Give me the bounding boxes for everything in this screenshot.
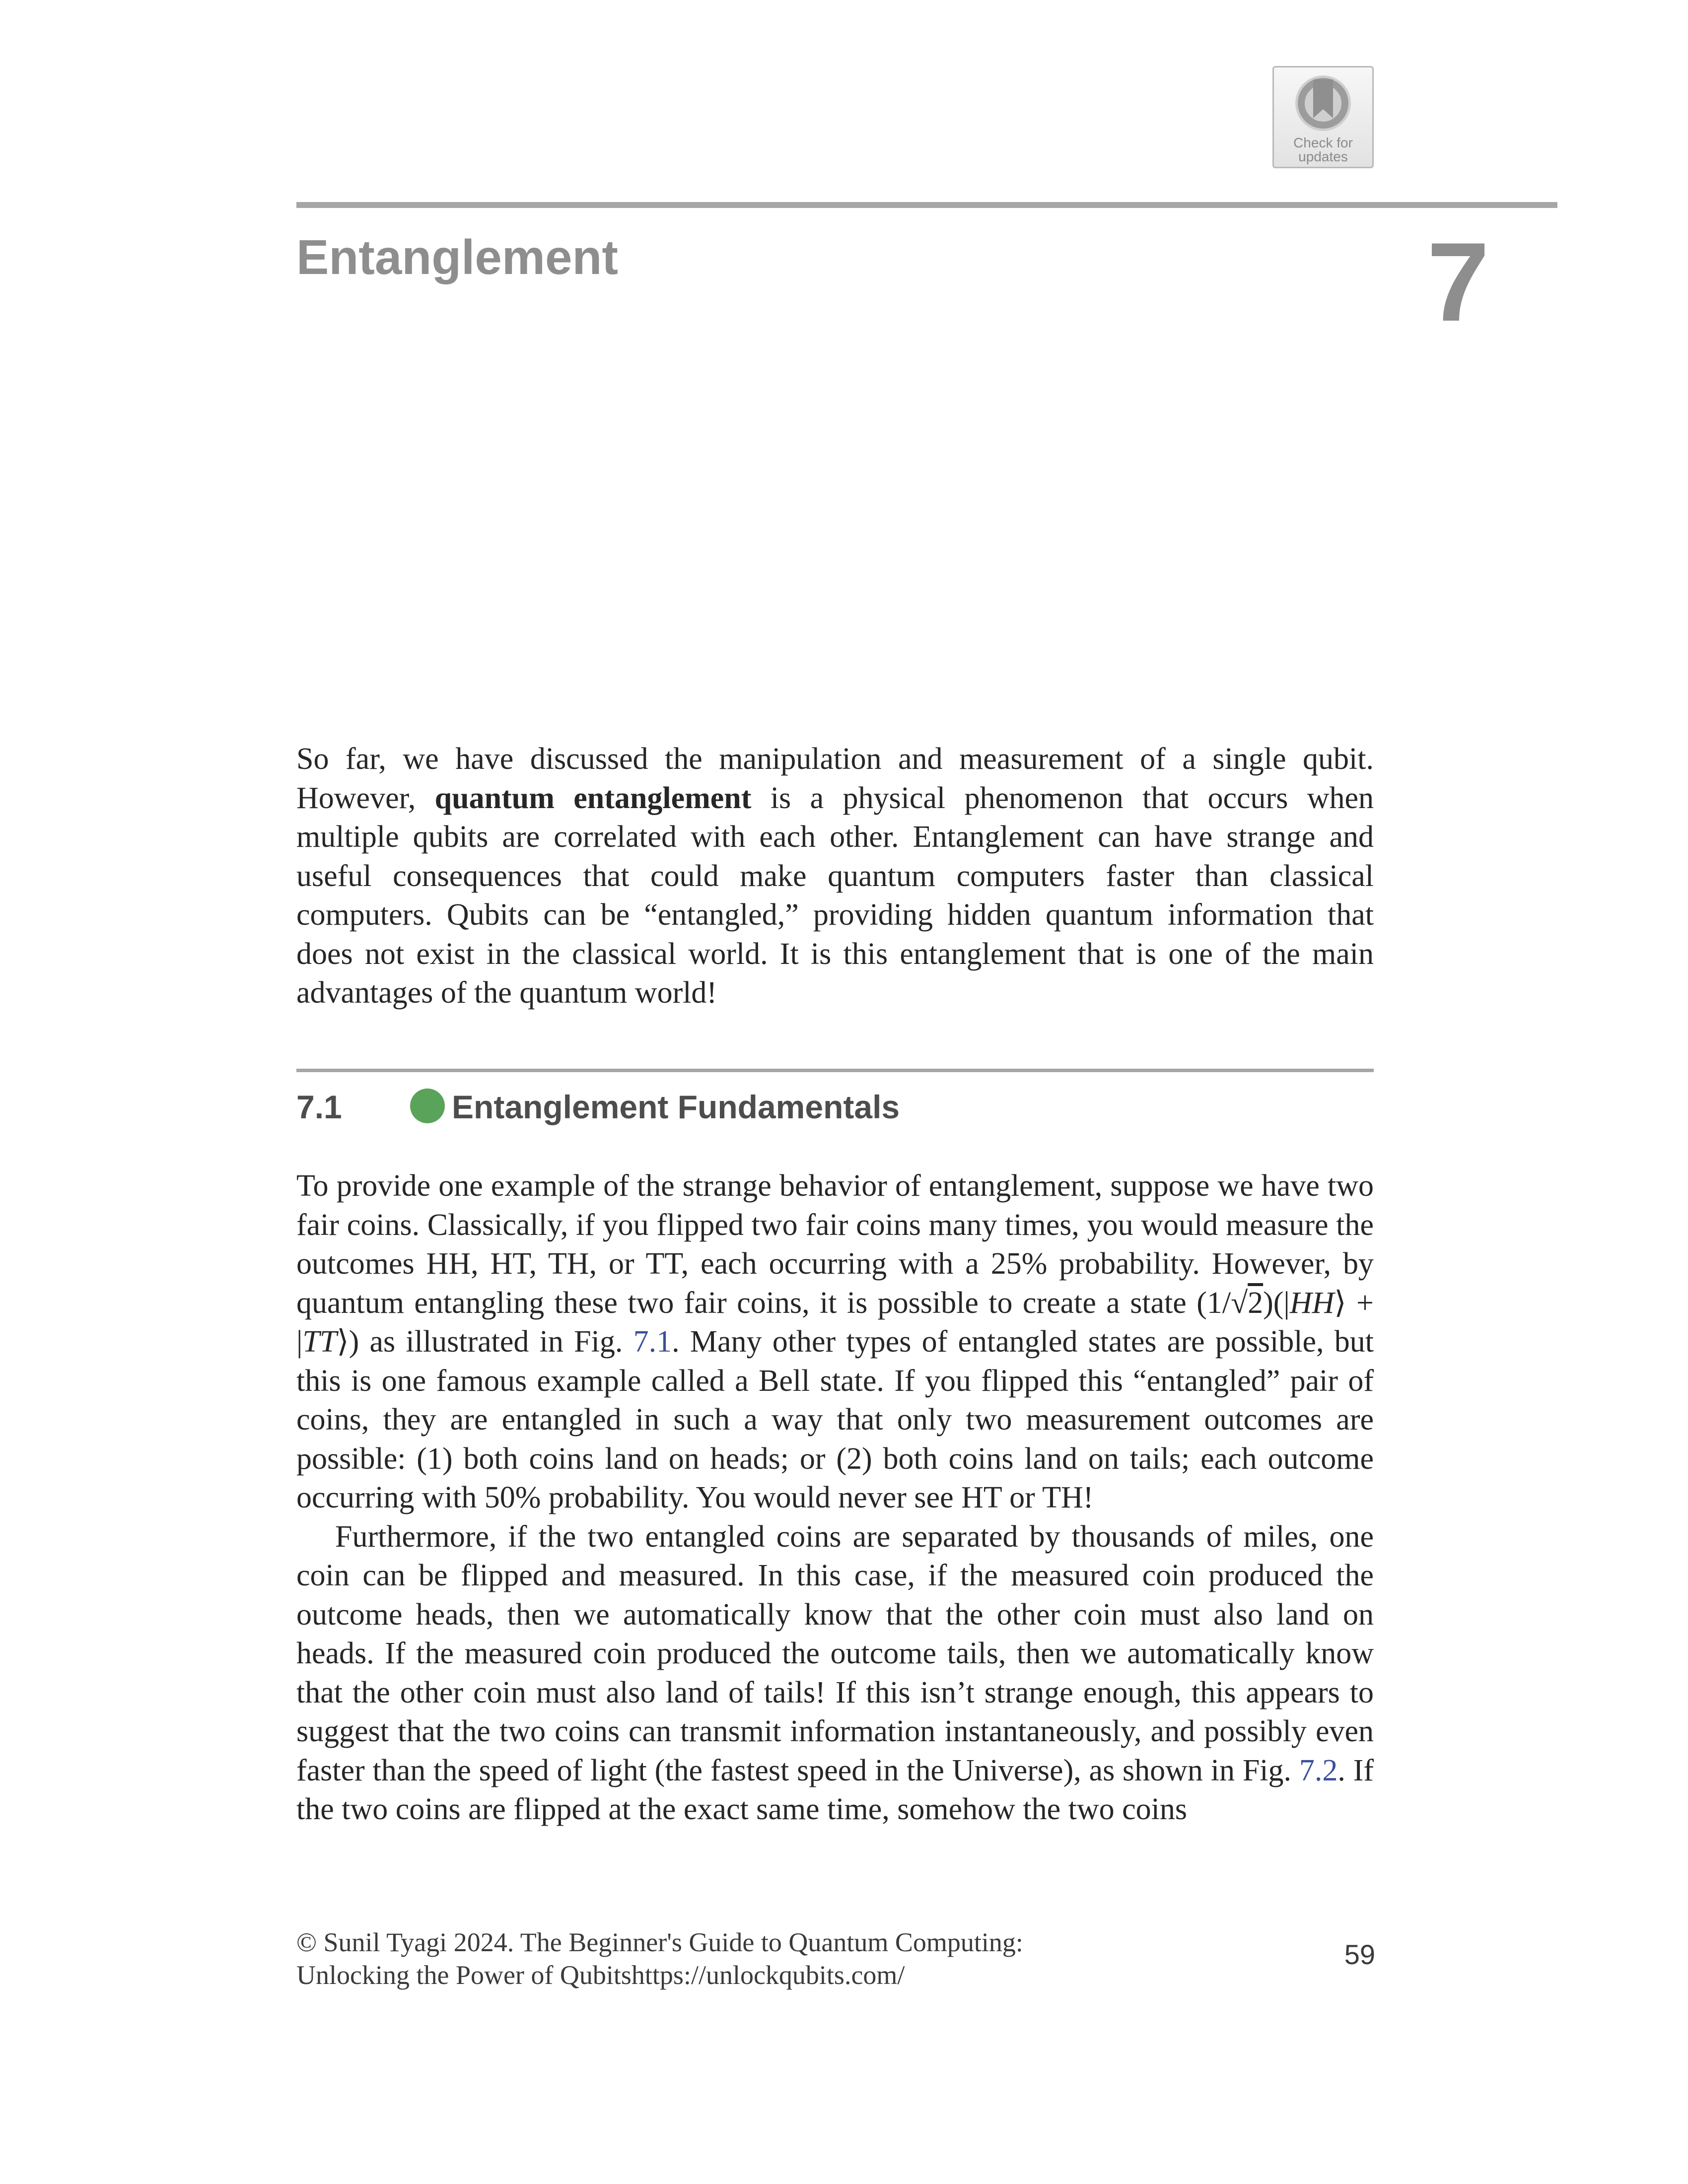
page-number: 59 bbox=[1344, 1939, 1375, 1970]
p2-text-1: Furthermore, if the two entangled coins are separated by thousands of miles, one coin can be flipped and measured. In this case, if the measured coin produced the outcome heads, then we automatically know that the other coin must also land on heads. If the measured coin produced the outcome tails, then we automatically know that the other coin must also land of tails! If this isn’t strange enough, this appears to suggest that the two coins can transmit information instantaneously, and possibly even faster than the speed of light (the fastest speed in the Universe), as shown in Fig. bbox=[296, 1519, 1374, 1787]
intro-text-1: So far, we have discussed the manipulation and measurement of a single qubit. However, bbox=[296, 742, 1374, 815]
formula-open: (1/√ bbox=[1196, 1286, 1248, 1320]
badge-label bbox=[1293, 136, 1353, 164]
section-level-dot bbox=[410, 1089, 445, 1123]
formula-radicand: 2 bbox=[1248, 1286, 1264, 1320]
check-for-updates-badge[interactable] bbox=[1272, 66, 1374, 168]
formula-mid: )(| bbox=[1263, 1286, 1290, 1320]
formula-tt: TT bbox=[302, 1325, 337, 1359]
badge-line-2: updates bbox=[1298, 149, 1348, 164]
copyright-footer bbox=[296, 1926, 1389, 1991]
badge-line-1: Check for bbox=[1293, 135, 1353, 150]
footer-line-1: © Sunil Tyagi 2024. The Beginner's Guide to Quantum Computing: bbox=[296, 1927, 1023, 1957]
formula-close: ⟩) bbox=[337, 1325, 359, 1359]
figure-link-7-1[interactable]: 7.1 bbox=[633, 1325, 672, 1359]
paragraph-2 bbox=[296, 1517, 1374, 1829]
chapter-title: Entanglement bbox=[296, 230, 618, 284]
formula-hh: HH bbox=[1289, 1286, 1335, 1320]
p1-text-1: To provide one example of the strange behavior of entanglement, suppose we have two fair coins. Classically, if you flipped two fair coins many times, you would measure the outcomes HH, HT, TH, or TT, each occurring with a 25% probability. However, by quantum entangling these two fair coins, it is possible to create a state bbox=[296, 1169, 1374, 1320]
intro-bold-term: quantum entanglement bbox=[434, 781, 752, 815]
intro-text-2: is a physical phenomenon that occurs when multiple qubits are correlated with each other. Entanglement can have strange and useful consequences that could make quantum computers faster than classical computers. Qubits can be “entangled,” providing hidden quantum information that does not exist in the classical world. It is this entanglement that is one of the main advantages of the quantum world! bbox=[296, 781, 1374, 1010]
section-body bbox=[296, 1166, 1374, 1829]
section-title: Entanglement Fundamentals bbox=[452, 1089, 900, 1125]
bookmark-ribbon-icon bbox=[1292, 72, 1354, 134]
section-rule bbox=[296, 1069, 1374, 1072]
p1-text-2: as illustrated in Fig. bbox=[359, 1325, 633, 1359]
p2-text-2: . If the two coins are flipped at the exact same time, somehow the two coins bbox=[296, 1753, 1374, 1826]
formula-plus: ⟩ + | bbox=[296, 1286, 1374, 1359]
figure-link-7-2[interactable]: 7.2 bbox=[1299, 1753, 1338, 1787]
chapter-top-rule bbox=[296, 202, 1557, 208]
section-number: 7.1 bbox=[296, 1089, 342, 1125]
footer-line-2: Unlocking the Power of Qubitshttps://unlockqubits.com/ bbox=[296, 1960, 905, 1990]
chapter-number: 7 bbox=[1427, 219, 1489, 344]
p1-text-3: . Many other types of entangled states are possible, but this is one famous example called a Bell state. If you flipped this “entangled” pair of coins, they are entangled in such a way that only two measurement outcomes are possible: (1) both coins land on heads; or (2) both coins land on tails; each outcome occurring with 50% probability. You would never see HT or TH! bbox=[296, 1325, 1374, 1514]
intro-paragraph bbox=[296, 740, 1374, 1013]
paragraph-1 bbox=[296, 1166, 1374, 1517]
